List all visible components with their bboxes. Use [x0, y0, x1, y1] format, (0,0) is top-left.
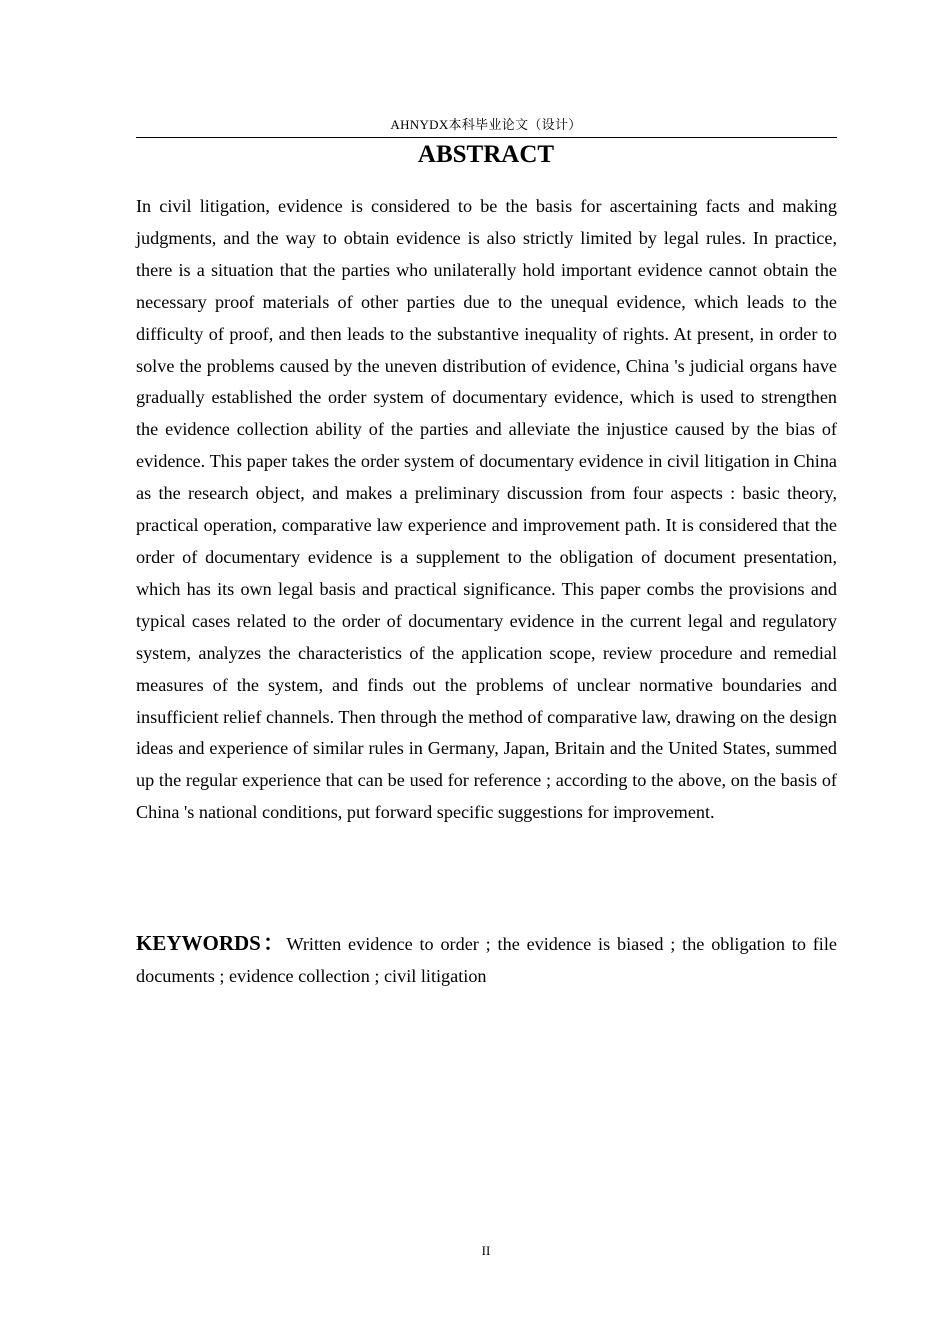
abstract-title: ABSTRACT [417, 141, 555, 168]
page-number: II [481, 1243, 491, 1258]
running-header: AHNYDX本科毕业论文（设计） [390, 117, 582, 132]
keywords-paragraph [136, 928, 837, 993]
abstract-body: In civil litigation, evidence is considered to be the basis for ascertaining facts and making judgments, and the way to obtain evidence is also strictly limited by legal rules. In practice, there is a situation that the parties who unilaterally hold important evidence cannot obtain the necessary proof materials of other parties due to the unequal evidence, which leads to the difficulty of proof, and then leads to the substantive inequality of rights. At present, in order to solve the problems caused by the uneven distribution of evidence, China 's judicial organs have gradually established the order system of documentary evidence, which is used to strengthen the evidence collection ability of the parties and alleviate the injustice caused by the bias of evidence. This paper takes the order system of documentary evidence in civil litigation in China as the research object, and makes a preliminary discussion from four aspects : basic theory, practical operation, comparative law experience and improvement path. It is considered that the order of documentary evidence is a supplement to the obligation of document presentation, which has its own legal basis and practical significance. This paper combs the provisions and typical cases related to the order of documentary evidence in the current legal and regulatory system, analyzes the characteristics of the application scope, review procedure and remedial measures of the system, and finds out the problems of unclear normative boundaries and insufficient relief channels. Then through the method of comparative law, drawing on the design ideas and experience of similar rules in Germany, Japan, Britain and the United States, summed up the regular experience that can be used for reference ; according to the above, on the basis of China 's national conditions, put forward specific suggestions for improvement. [136, 196, 837, 823]
keywords-label: KEYWORDS： [136, 931, 287, 955]
keywords-text: Written evidence to order ; the evidence is biased ; the obligation to file documents ; evidence collection ; civil litigation [136, 934, 837, 986]
